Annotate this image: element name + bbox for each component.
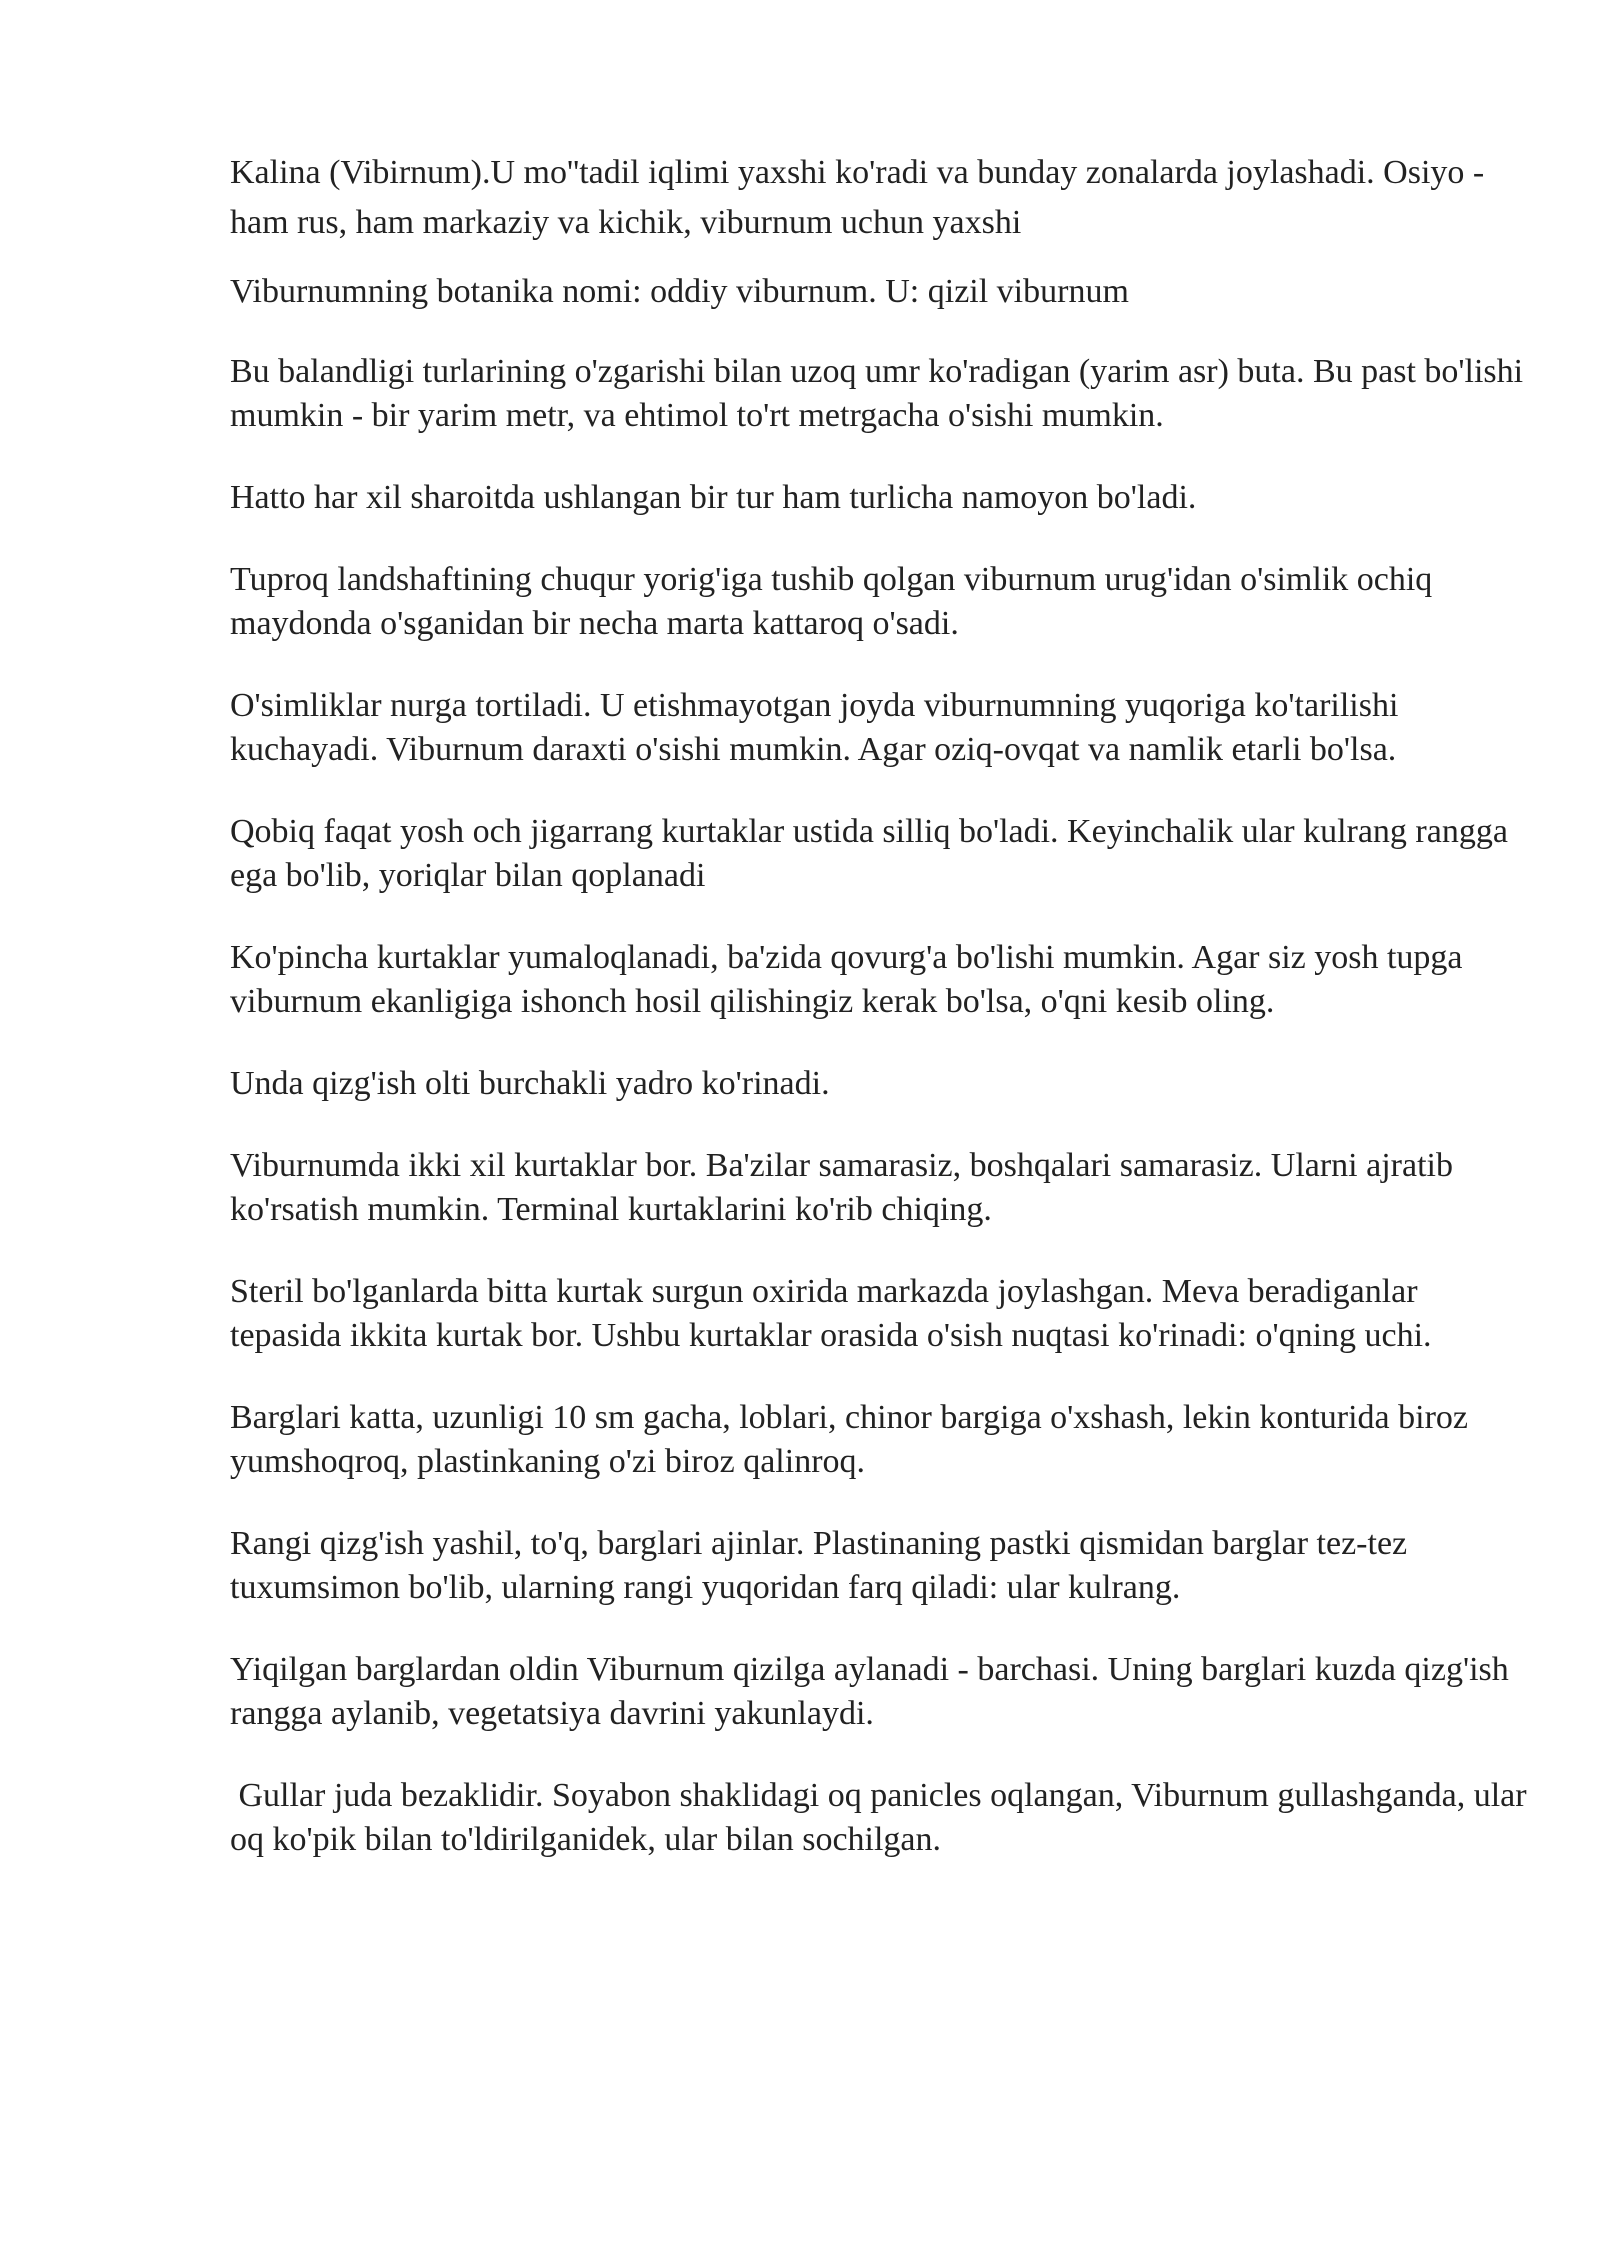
paragraph: Viburnumda ikki xil kurtaklar bor. Ba'zilar samarasiz, boshqalari samarasiz. Ularni ajratib ko'rsatish mumkin. Terminal kurtaklarini ko'rib chiqing. — [230, 1147, 1453, 1228]
document-body — [230, 148, 1536, 1900]
paragraph: Hatto har xil sharoitda ushlangan bir tur ham turlicha namoyon bo'ladi. — [230, 479, 1197, 516]
paragraph: Viburnumning botanika nomi: oddiy viburnum. U: qizil viburnum — [230, 273, 1129, 310]
paragraph: Rangi qizg'ish yashil, to'q, barglari ajinlar. Plastinaning pastki qismidan barglar tez-tez tuxumsimon bo'lib, ularning rangi yuqoridan farq qiladi: ular kulrang. — [230, 1525, 1408, 1606]
paragraph: Steril bo'lganlarda bitta kurtak surgun oxirida markazda joylashgan. Meva beradiganlar tepasida ikkita kurtak bor. Ushbu kurtaklar orasida o'sish nuqtasi ko'rinadi: o'qning uchi. — [230, 1273, 1432, 1354]
paragraph: Qobiq faqat yosh och jigarrang kurtaklar ustida silliq bo'ladi. Keyinchalik ular kulrang rangga ega bo'lib, yoriqlar bilan qoplanadi — [230, 813, 1508, 894]
paragraph: Gullar juda bezaklidir. Soyabon shaklidagi oq panicles oqlangan, Viburnum gullashganda, ular oq ko'pik bilan to'ldirilganidek, ular bilan sochilgan. — [230, 1777, 1536, 1858]
paragraph: Tuproq landshaftining chuqur yorig'iga tushib qolgan viburnum urug'idan o'simlik ochiq maydonda o'sganidan bir necha marta kattaroq o'sadi. — [230, 561, 1433, 642]
paragraph: Unda qizg'ish olti burchakli yadro ko'rinadi. — [230, 1065, 830, 1102]
paragraph: O'simliklar nurga tortiladi. U etishmayotgan joyda viburnumning yuqoriga ko'tarilishi kuchayadi. Viburnum daraxti o'sishi mumkin. Agar oziq-ovqat va namlik etarli bo'lsa. — [230, 687, 1399, 768]
paragraph: Bu balandligi turlarining o'zgarishi bilan uzoq umr ko'radigan (yarim asr) buta. Bu past bo'lishi mumkin - bir yarim metr, va ehtimol to'rt metrgacha o'sishi mumkin. — [230, 353, 1524, 434]
paragraph: Kalina (Vibirnum).U mo''tadil iqlimi yaxshi ko'radi va bunday zonalarda joylashadi. Osiyo - ham rus, ham markaziy va kichik, viburnum uchun yaxshi — [230, 154, 1485, 241]
paragraph: Yiqilgan barglardan oldin Viburnum qizilga aylanadi - barchasi. Uning barglari kuzda qizg'ish rangga aylanib, vegetatsiya davrini yakunlaydi. — [230, 1651, 1509, 1732]
paragraph: Barglari katta, uzunligi 10 sm gacha, loblari, chinor bargiga o'xshash, lekin konturida biroz yumshoqroq, plastinkaning o'zi biroz qalinroq. — [230, 1399, 1469, 1480]
paragraph: Ko'pincha kurtaklar yumaloqlanadi, ba'zida qovurg'a bo'lishi mumkin. Agar siz yosh tupga viburnum ekanligiga ishonch hosil qilishingiz kerak bo'lsa, o'qni kesib oling. — [230, 939, 1463, 1020]
